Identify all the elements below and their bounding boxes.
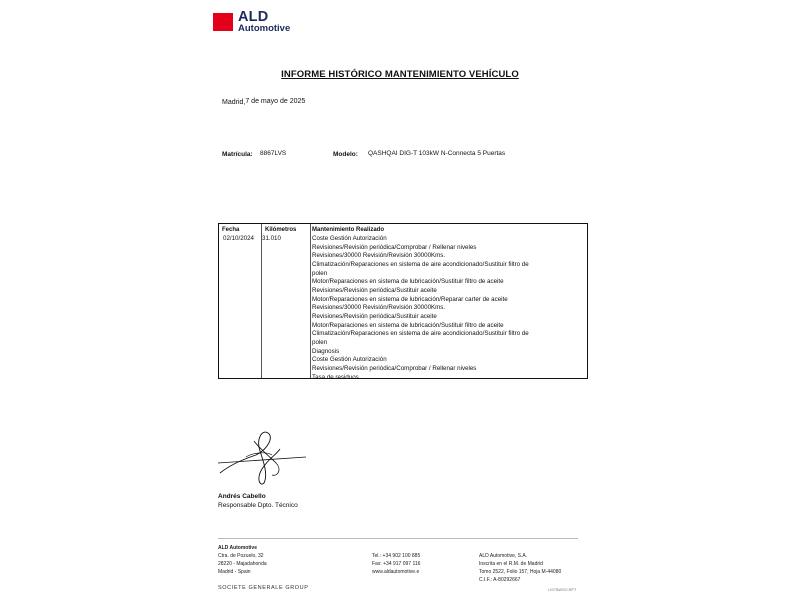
maintenance-item: Revisiones/Revisión periódica/Comprobar / Rellenar niveles: [312, 364, 477, 372]
signer-name: Andrés Cabello: [218, 493, 266, 500]
maintenance-item: Tasa de residuos: [312, 373, 359, 381]
logo-brand-text: ALD: [238, 9, 269, 25]
maintenance-item: polen: [312, 338, 328, 346]
logo-subtitle-text: Automotive: [238, 23, 291, 34]
matricula-value: 8867LVS: [260, 150, 287, 157]
header-fecha: Fecha: [222, 227, 240, 233]
maintenance-item: Diagnosis: [312, 347, 340, 355]
legal-line: Inscrita en el R.M. de Madrid: [479, 561, 543, 567]
place-text: Madrid,: [222, 99, 246, 106]
document-title: INFORME HISTÓRICO MANTENIMIENTO VEHÍCULO: [281, 69, 519, 80]
modelo-value: QASHQAI DIG-T 103kW N-Connecta 5 Puertas: [368, 150, 506, 157]
header-kilometros: Kilómetros: [265, 227, 297, 233]
date-text: 7 de mayo de 2025: [245, 98, 306, 105]
footer-contact: [372, 552, 420, 576]
legal-line: Tomo 2522, Folio 157, Hoja M-44080: [479, 569, 562, 575]
header-mantenimiento: Mantenimiento Realizado: [312, 227, 385, 233]
cell-fecha: 02/10/2024: [223, 235, 254, 242]
maintenance-item: Motor/Reparaciones en sistema de lubricación/Sustituir filtro de aceite: [312, 278, 504, 286]
maintenance-item: Revisiones/Revisión periódica/Comprobar / Rellenar niveles: [312, 243, 477, 251]
maintenance-item: Revisiones/30000 Revisión/Revisión 30000Kms.: [312, 252, 446, 260]
maintenance-item: Motor/Reparaciones en sistema de lubricación/Sustituir filtro de aceite: [312, 321, 504, 329]
address-line: 28220 - Majadahonda: [218, 561, 267, 567]
maintenance-item: Coste Gestión Autorización: [312, 235, 387, 242]
ald-logo-mark: [213, 13, 233, 31]
contact-line: Fax: +34 917 097 116: [372, 561, 421, 567]
footer-legal: [479, 552, 561, 584]
legal-line: ALD Automotive, S.A.: [479, 553, 528, 559]
maintenance-items-list: [312, 235, 542, 382]
address-line: Ctra. de Pozuelo, 32: [218, 553, 264, 559]
maintenance-item: polen: [312, 269, 328, 277]
column-divider: [310, 224, 311, 378]
maintenance-item: Motor/Reparaciones en sistema de lubricación/Reparar carter de aceite: [312, 295, 508, 303]
cell-kilometros: 31.010: [262, 235, 281, 242]
signer-role: Responsable Dpto. Técnico: [218, 502, 298, 509]
column-divider: [261, 224, 262, 378]
modelo-label: Modelo:: [333, 151, 358, 158]
contact-line: www.aldautomotive.e: [372, 569, 420, 575]
maintenance-item: Revisiones/Revisión periódica/Sustituir aceite: [312, 286, 437, 294]
handwritten-signature: [216, 429, 308, 487]
maintenance-item: Revisiones/Revisión periódica/Sustituir aceite: [312, 312, 437, 320]
matricula-label: Matrícula:: [222, 151, 253, 158]
footer-address: [218, 552, 267, 576]
legal-line: C.I.F.: A-80292667: [479, 577, 521, 583]
footer-report-ref: LISTBWSO.RPT: [548, 588, 577, 592]
footer-company: ALD Automotive: [218, 545, 257, 551]
address-line: Madrid - Spain: [218, 569, 251, 575]
footer-divider: [218, 538, 578, 539]
maintenance-item: Climatización/Reparaciones en sistema de aire acondicionado/Sustituir filtro de: [312, 330, 529, 338]
place-date: [222, 98, 305, 105]
maintenance-item: Revisiones/30000 Revisión/Revisión 30000Kms.: [312, 304, 446, 312]
maintenance-item: Coste Gestión Autorización: [312, 356, 387, 364]
footer-group: SOCIETE GENERALE GROUP: [218, 585, 309, 591]
maintenance-item: Climatización/Reparaciones en sistema de aire acondicionado/Sustituir filtro de: [312, 260, 529, 268]
contact-line: Tel.: +34 902 100 885: [372, 553, 421, 559]
maintenance-table: [218, 223, 588, 379]
